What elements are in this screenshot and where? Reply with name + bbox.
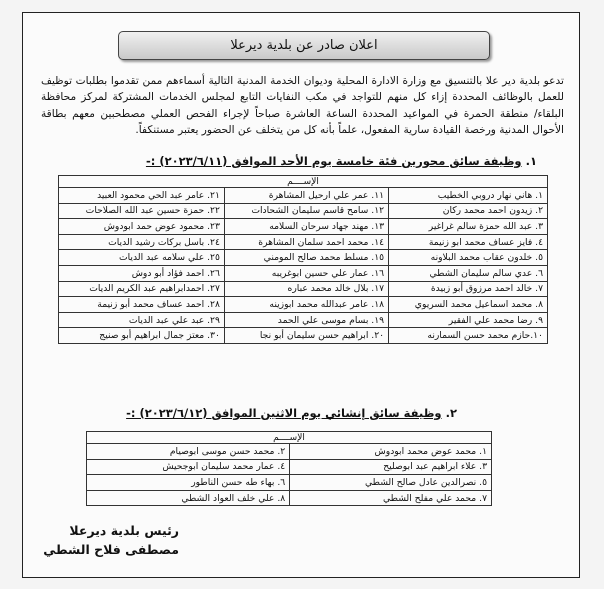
intro-paragraph: تدعو بلدية دير علا بالتنسيق مع وزارة الادارة المحلية وديوان الخدمة المدنية التالية أسماءهم ممن تقدموا بطلبات توظيف للعمل بالوظائف المحددة إزاء كل منهم للتواجد في مكب النفايات التابع لمجلس الخدمات المشتركة لمركز محافظة البلقاء/ منطقة الحمرة في المواعيد المحددة الساعة العاشرة صباحاً لإجراء الفحص العملي مصطحبين معهم بطاقة الأحوال المدنية ورخصة القيادة سارية المفعول، علماً بأنه كل من يتخلف عن الحضور يعتبر مستنكفاً.: [41, 75, 564, 136]
table-row: [59, 328, 548, 344]
signature-name: مصطفى فلاح الشطي: [43, 542, 179, 557]
name-cell: ١٨. عامر عبدالله محمد ابوزينه: [224, 297, 388, 313]
section-1-title: وظيفة سائق محورين فئة خامسة يوم الأحد الموافق (٢٠٢٣/٦/١١) :-: [145, 154, 522, 168]
section-1-names-table: [58, 175, 548, 344]
name-cell: ٥. خلدون عقاب محمد البلاونه: [389, 250, 548, 266]
table-row: [87, 444, 492, 460]
table-row: [59, 297, 548, 313]
name-cell: ٥. نصرالدين عادل صالح الشطي: [290, 475, 492, 491]
names-table-header: الإســــم: [59, 176, 548, 188]
section-1-heading: [146, 154, 537, 168]
name-cell: ٦. بهاء طه حسن الناطور: [87, 475, 290, 491]
name-cell: ٢١. عامر عبد الحي محمود العبيد: [59, 188, 225, 204]
announcement-sheet: [22, 12, 580, 578]
name-cell: ١٢. سامح قاسم سليمان الشحادات: [224, 203, 388, 219]
name-cell: ٤. عمار محمد سليمان ابوجحيش: [87, 459, 290, 475]
signature-title: رئيس بلدية ديرعلا: [69, 523, 179, 538]
name-cell: ١. محمد عوض محمد ابودوش: [290, 444, 492, 460]
table-row: [59, 219, 548, 235]
name-cell: ٣. علاء ابراهيم عبد ابوصليح: [290, 459, 492, 475]
name-cell: ٢٦. احمد فؤاد أبو دوش: [59, 265, 225, 281]
name-cell: ١. هاني نهار دروبي الخطيب: [389, 188, 548, 204]
name-cell: ١٩. بسام موسى علي الحمد: [224, 312, 388, 328]
section-2-number: ٢.: [445, 406, 457, 420]
table-row: [59, 203, 548, 219]
name-cell: ١٧. بلال خالد محمد عباره: [224, 281, 388, 297]
name-cell: ١٥. مسلط محمد صالح المومني: [224, 250, 388, 266]
name-cell: ٧. خالد احمد مرزوق أبو زبيدة: [389, 281, 548, 297]
name-cell: ١٦. عمار علي حسين ابوغريبه: [224, 265, 388, 281]
name-cell: ١٤. محمد احمد سلمان المشاهرة: [224, 234, 388, 250]
name-cell: ١٣. مهند جهاد سرحان السلامه: [224, 219, 388, 235]
table-row: [59, 234, 548, 250]
names-table-header: الإســــم: [87, 432, 492, 444]
table-row: [59, 281, 548, 297]
name-cell: ٢٢. حمزة حسين عبد الله الصلاحات: [59, 203, 225, 219]
table-row: [87, 459, 492, 475]
section-2-title: وظيفة سائق إنشائي يوم الاثنين الموافق (٢٠٢٣/٦/١٢) :-: [126, 406, 442, 420]
name-cell: ٨. محمد اسماعيل محمد السريوي: [389, 297, 548, 313]
table-row: [87, 475, 492, 491]
section-2-heading: [126, 406, 457, 420]
name-cell: ٢٥. علي سلامه عبد الديات: [59, 250, 225, 266]
name-cell: ٢٤. باسل بركات رشيد الديات: [59, 234, 225, 250]
table-row: [87, 490, 492, 506]
table-row: [59, 188, 548, 204]
section-1-number: ١.: [525, 154, 537, 168]
name-cell: ٢٠. ابراهيم حسن سليمان أبو نجا: [224, 328, 388, 344]
name-cell: ٢. زيدون احمد محمد ركان: [389, 203, 548, 219]
name-cell: ٩. رضا محمد علي الفقير: [389, 312, 548, 328]
name-cell: ١١. عمر علي ارحيل المشاهرة: [224, 188, 388, 204]
name-cell: ١٠.حازم محمد حسن السمارنه: [389, 328, 548, 344]
name-cell: ٨. علي خلف العواد الشطي: [87, 490, 290, 506]
table-row: [59, 265, 548, 281]
name-cell: ٧. محمد علي مفلح الشطي: [290, 490, 492, 506]
name-cell: ٦. عدي سالم سليمان الشطي: [389, 265, 548, 281]
name-cell: ٤. فايز عساف محمد ابو زنيمة: [389, 234, 548, 250]
table-row: [59, 312, 548, 328]
name-cell: ٢. محمد حسن موسى ابوصيام: [87, 444, 290, 460]
name-cell: ٢٣. محمود عوض حمد ابودوش: [59, 219, 225, 235]
announcement-title: اعلان صادر عن بلدية ديرعلا: [118, 31, 490, 60]
name-cell: ٢٨. احمد عساف محمد أبو زنيمة: [59, 297, 225, 313]
name-cell: ٣. عبد الله حمزة سالم غراغير: [389, 219, 548, 235]
name-cell: ٢٧. احمدابراهيم عبد الكريم الديات: [59, 281, 225, 297]
table-row: [59, 250, 548, 266]
signature-block: [43, 521, 179, 559]
section-2-names-table: [86, 431, 492, 506]
name-cell: ٢٩. عبد علي عبد الديات: [59, 312, 225, 328]
name-cell: ٣٠. معتز جمال ابراهيم أبو صنيج: [59, 328, 225, 344]
